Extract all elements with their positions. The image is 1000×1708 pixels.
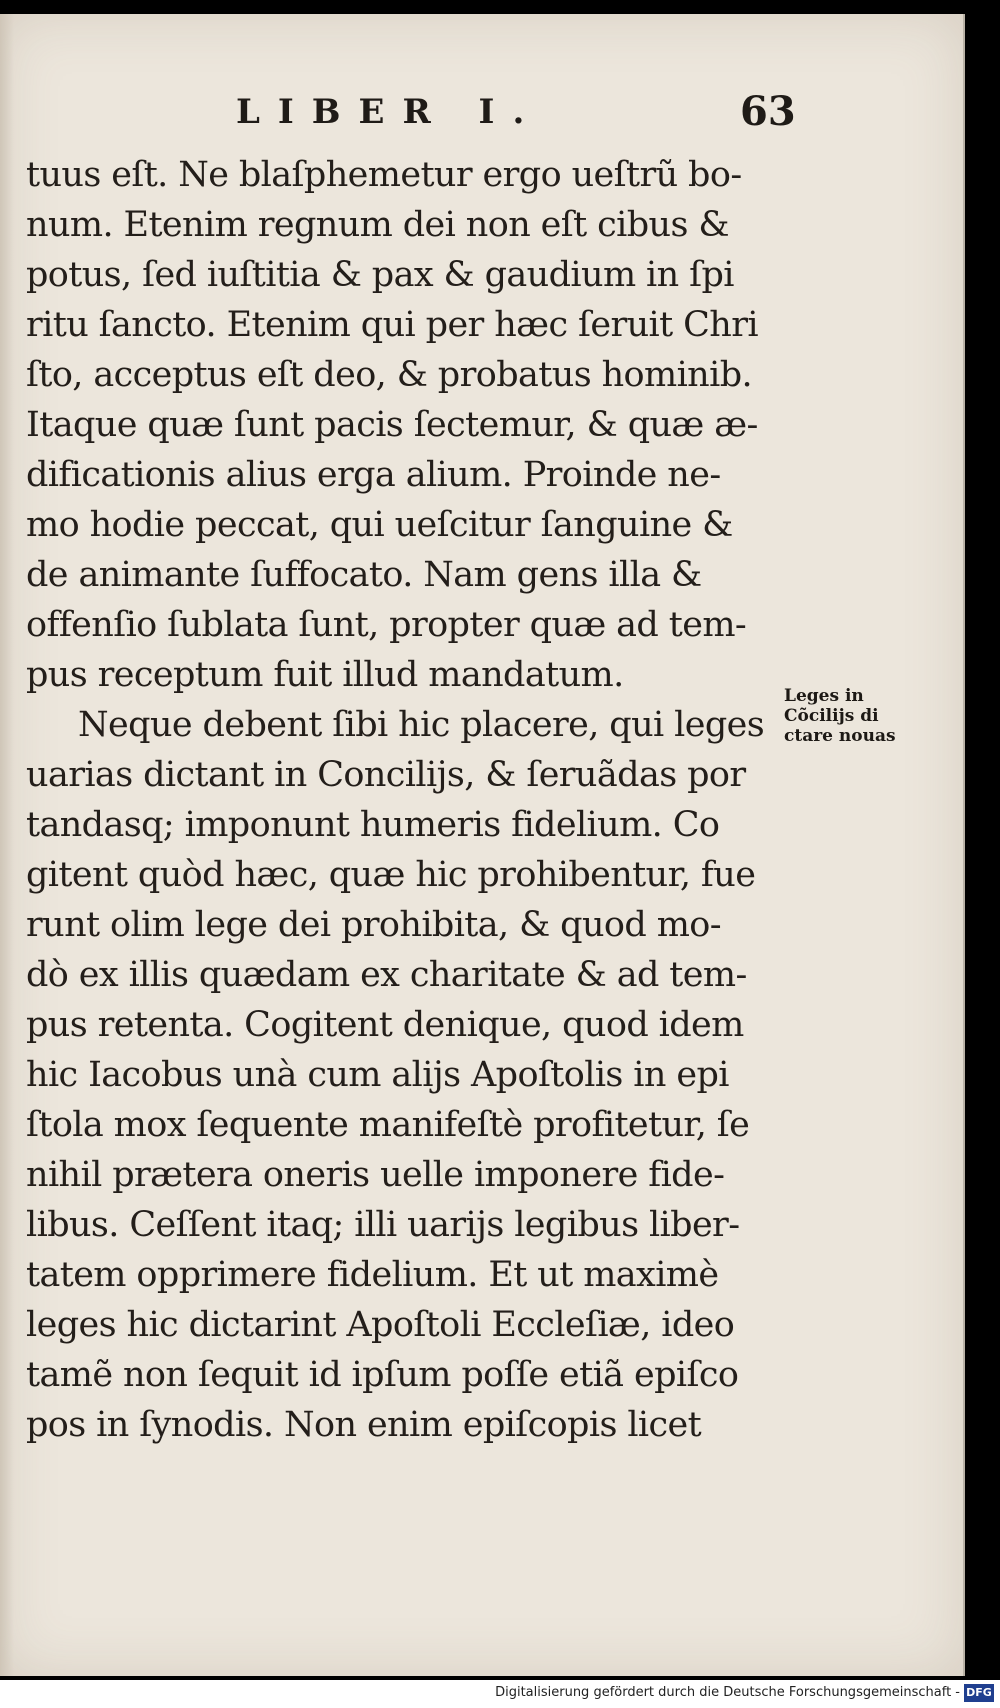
marginal-note-line: ctare nouas — [784, 726, 896, 746]
text-line: de animante ſuffocato. Nam gens illa & — [26, 555, 702, 595]
text-line: offenſio ſublata ſunt, propter quæ ad tem- — [26, 605, 747, 645]
page-gutter-shadow — [0, 14, 14, 1676]
digitization-footer — [0, 1680, 1000, 1708]
dfg-logo: DFG — [964, 1684, 994, 1702]
text-line: dificationis alius erga alium. Proinde ne- — [26, 455, 721, 495]
text-line: ſto, acceptus eſt deo, & probatus hominib. — [26, 355, 753, 395]
text-line: pus retenta. Cogitent denique, quod idem — [26, 1005, 744, 1045]
text-line: Itaque quæ ſunt pacis ſectemur, & quæ æ- — [26, 405, 758, 445]
text-line: leges hic dictarint Apoſtoli Eccleſiæ, ideo — [26, 1305, 735, 1345]
text-line: dò ex illis quædam ex charitate & ad tem- — [26, 955, 747, 995]
marginal-note — [784, 686, 914, 746]
running-head — [0, 88, 963, 142]
text-line: pus receptum fuit illud mandatum. — [26, 655, 624, 695]
page-number: 63 — [740, 88, 796, 135]
text-line: tatem opprimere fidelium. Et ut maximè — [26, 1255, 719, 1295]
text-line: nihil prætera oneris uelle imponere fide- — [26, 1155, 725, 1195]
marginal-note-line: Leges in — [784, 686, 864, 706]
text-line: ſtola mox ſequente manifeſtè profitetur, ſe — [26, 1105, 750, 1145]
footer-credit: Digitalisierung gefördert durch die Deutsche Forschungsgemeinschaft - — [495, 1685, 960, 1700]
text-line: tuus eſt. Ne blaſphemetur ergo ueſtrũ bo- — [26, 155, 742, 195]
text-line: pos in ſynodis. Non enim epiſcopis licet — [26, 1405, 702, 1445]
body-text — [26, 150, 786, 1450]
text-line: tamẽ non ſequit id ipſum poſſe etiã epiſco — [26, 1355, 739, 1395]
text-line: Neque debent ſibi hic placere, qui leges — [78, 705, 765, 745]
running-head-title: LIBER I. — [236, 92, 543, 132]
book-page — [0, 14, 965, 1676]
text-line: num. Etenim regnum dei non eſt cibus & — [26, 205, 729, 245]
text-line: libus. Ceſſent itaq; illi uarijs legibus liber- — [26, 1205, 740, 1245]
text-line: hic Iacobus unà cum alijs Apoſtolis in epi — [26, 1055, 729, 1095]
text-line: mo hodie peccat, qui ueſcitur ſanguine & — [26, 505, 733, 545]
text-line: potus, ſed iuſtitia & pax & gaudium in ſpi — [26, 255, 734, 295]
text-line: uarias dictant in Concilijs, & ſeruãdas por — [26, 755, 746, 795]
text-line: ritu ſancto. Etenim qui per hæc ſeruit Chri — [26, 305, 758, 345]
text-line: tandasq; imponunt humeris fidelium. Co — [26, 805, 720, 845]
text-line: gitent quòd hæc, quæ hic prohibentur, fue — [26, 855, 756, 895]
marginal-note-line: Cõcilijs di — [784, 706, 879, 726]
text-line: runt olim lege dei prohibita, & quod mo- — [26, 905, 722, 945]
